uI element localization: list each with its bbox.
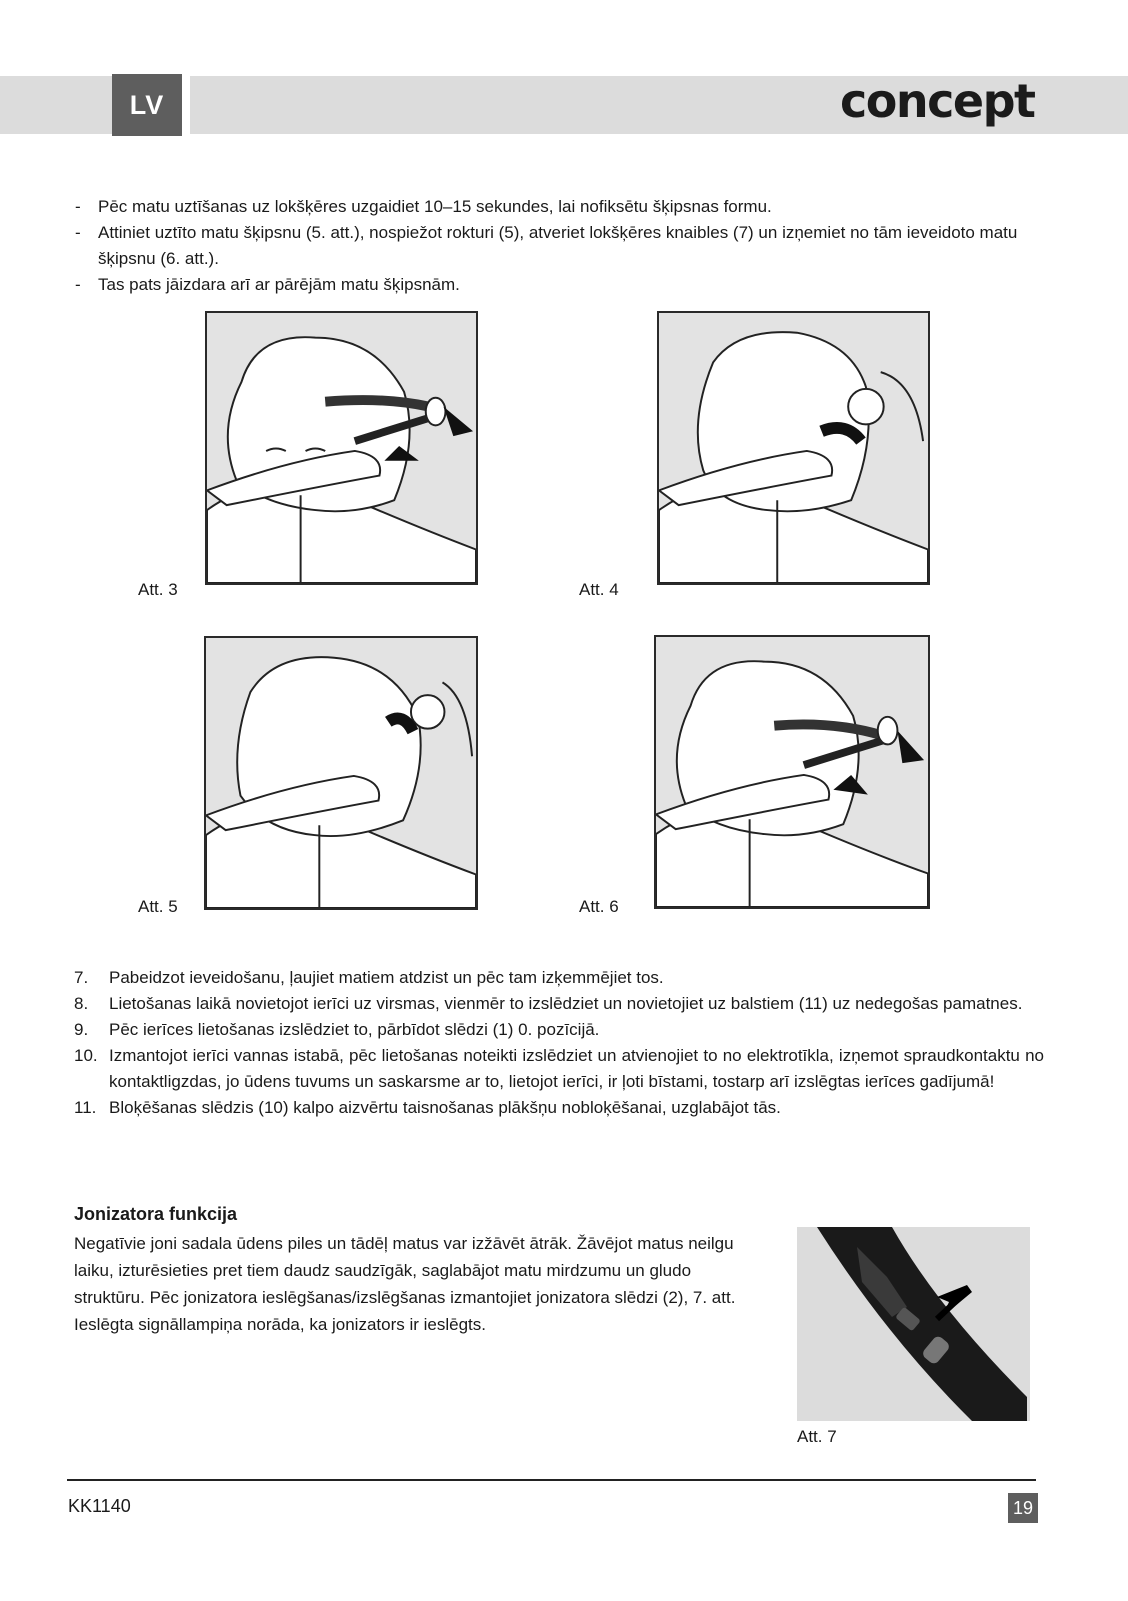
figure-6-caption: Att. 6 — [579, 897, 619, 916]
figure-7-photo — [797, 1227, 1030, 1421]
figure-5-illustration — [204, 636, 478, 910]
hair-curling-illustration — [656, 637, 928, 907]
step-text: Lietošanas laikā novietojot ierīci uz virsmas, vienmēr to izslēdziet un novietojiet uz balstiem (11) uz nedegošas pamatnes. — [109, 994, 1023, 1013]
figure-3-caption: Att. 3 — [138, 580, 178, 599]
figure-6-illustration — [654, 635, 930, 909]
numbered-steps — [72, 965, 1044, 1121]
hair-curling-illustration — [206, 638, 476, 908]
step-text: Bloķēšanas slēdzis (10) kalpo aizvērtu taisnošanas plākšņu nobloķēšanai, uzglabājot tās. — [109, 1098, 781, 1117]
model-number: KK1140 — [68, 1496, 131, 1516]
list-item — [72, 1043, 1044, 1095]
hair-curling-illustration — [659, 313, 928, 583]
header-divider — [182, 76, 190, 134]
step-text: Pēc ierīces lietošanas izslēdziet to, pārbīdot slēdzi (1) 0. pozīcijā. — [109, 1020, 600, 1039]
step-text: Pabeidzot ieveidošanu, ļaujiet matiem atdzist un pēc tam izķemmējiet tos. — [109, 968, 664, 987]
list-item — [72, 965, 1044, 991]
figure-4-illustration — [657, 311, 930, 585]
hair-curling-illustration — [207, 313, 476, 583]
bullet-item: - Attiniet uztīto matu šķipsnu (5. att.), nospiežot rokturi (5), atveriet lokšķēres knaibles (7) un izņemiet no tām ieveidoto matu šķipsnu (6. att.). — [72, 220, 1052, 272]
step-text: Izmantojot ierīci vannas istabā, pēc lietošanas noteikti izslēdziet un atvienojiet to no elektrotīkla, izņemot spraudkontaktu no kontaktligzdas, jo ūdens tuvums un saskarsme ar to, lietojot ierīci, ir ļoti bīstami, tostarp arī izslēgtas ierīces gadījumā! — [109, 1046, 1044, 1091]
figure-4-caption: Att. 4 — [579, 580, 619, 599]
footer-divider — [67, 1479, 1036, 1481]
list-item — [72, 1017, 1044, 1043]
list-item — [72, 1095, 1044, 1121]
step-number: 10. — [74, 1046, 98, 1065]
step-number: 11. — [74, 1098, 97, 1117]
device-switch-photo — [797, 1227, 1030, 1421]
figure-7-caption: Att. 7 — [797, 1427, 837, 1446]
step-number: 9. — [74, 1020, 89, 1039]
bullet-item: - Tas pats jāizdara arī ar pārējām matu šķipsnām. — [72, 272, 1052, 298]
instruction-bullets — [72, 194, 1052, 298]
step-number: 7. — [74, 968, 89, 987]
list-item — [72, 991, 1044, 1017]
language-badge: LV — [112, 74, 182, 136]
page-number: 19 — [1008, 1493, 1038, 1523]
section-heading: Jonizatora funkcija — [74, 1204, 238, 1224]
section-paragraph: Negatīvie joni sadala ūdens piles un tādēļ matus var izžāvēt ātrāk. Žāvējot matus neilgu laiku, izturēsieties pret tiem daudz saudzīgāk, saglabājot matu mirdzumu un gludo struktūru. Pēc jonizatora ieslēgšanas/izslēgšanas izmantojiet jonizatora slēdzi (2), 7. att. Ieslēgta signāllampiņa norāda, ka jonizators ir ieslēgts. — [74, 1234, 736, 1334]
figure-5-caption: Att. 5 — [138, 897, 178, 916]
brand-logo: concept — [840, 74, 1035, 128]
bullet-item: - Pēc matu uztīšanas uz lokšķēres uzgaidiet 10–15 sekundes, lai nofiksētu šķipsnas formu. — [72, 194, 1052, 220]
step-number: 8. — [74, 994, 89, 1013]
figure-3-illustration — [205, 311, 478, 585]
